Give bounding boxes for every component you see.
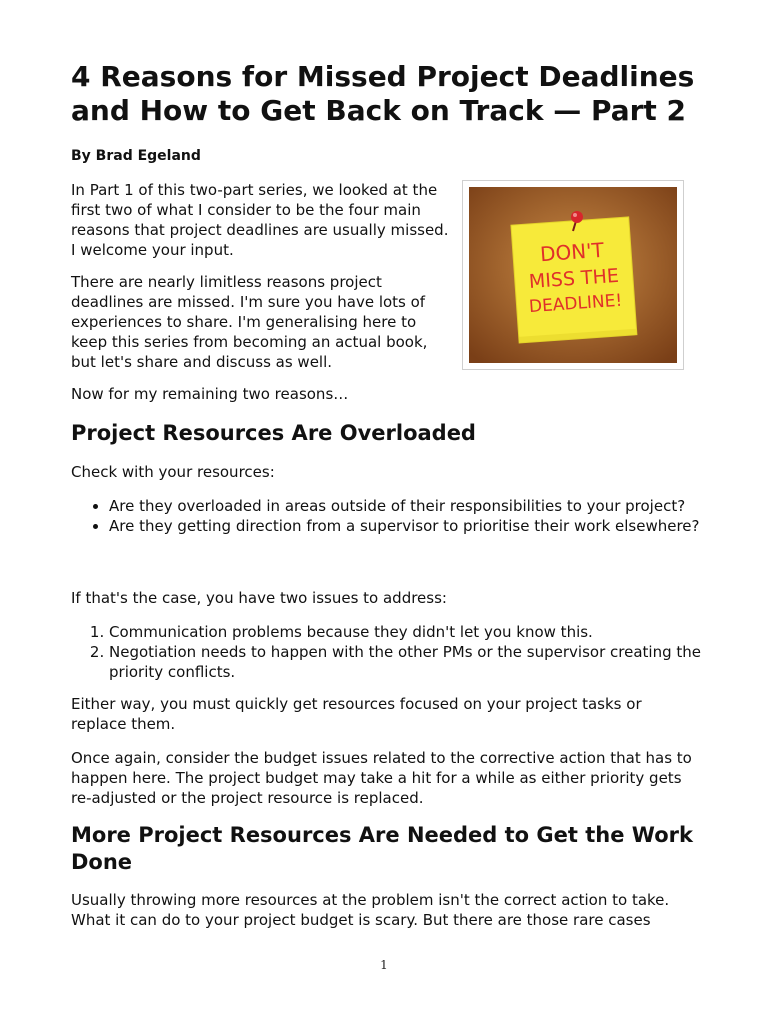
byline: By Brad Egeland xyxy=(71,148,201,164)
numbered-list xyxy=(71,622,739,682)
sticky-note xyxy=(511,217,637,343)
page-number: 1 xyxy=(380,958,388,972)
section-heading-overloaded: Project Resources Are Overloaded xyxy=(71,421,476,445)
note-line-1: DON'T xyxy=(539,237,605,267)
list-item: • Are they getting direction from a supervisor to prioritise their work elsewhere? xyxy=(109,516,739,536)
bullet-list xyxy=(71,496,739,536)
list-item: 1. Communication problems because they didn't let you know this. xyxy=(109,622,739,642)
intro-paragraph-2: There are nearly limitless reasons project deadlines are missed. I'm sure you have lots of experiences to share. I'm generalising here to keep this series from becoming an actual book, but let's share and discuss as well. xyxy=(71,273,428,371)
list-item: 2. Negotiation needs to happen with the other PMs or the supervisor creating the priority conflicts. xyxy=(109,642,739,682)
deadline-note-image xyxy=(462,180,684,370)
list-item: • Are they overloaded in areas outside of their responsibilities to your project? xyxy=(109,496,739,516)
intro-paragraph-3: Now for my remaining two reasons… xyxy=(71,385,349,403)
sticky-note-illustration xyxy=(463,181,683,369)
note-line-2: MISS THE xyxy=(528,264,620,294)
note-line-3: DEADLINE! xyxy=(528,290,623,318)
section1-issues-intro: If that's the case, you have two issues to address: xyxy=(71,589,447,607)
section1-budget-paragraph: Once again, consider the budget issues related to the corrective action that has to happen here. The project budget may take a hit for a while as either priority gets re-adjusted or the project resource is replaced. xyxy=(71,749,692,807)
section-heading-more-resources: More Project Resources Are Needed to Get the Work Done xyxy=(71,823,693,874)
intro-paragraph-1: In Part 1 of this two-part series, we looked at the first two of what I consider to be the four main reasons that project deadlines are usually missed. I welcome your input. xyxy=(71,181,449,259)
article-title: 4 Reasons for Missed Project Deadlines and How to Get Back on Track — Part 2 xyxy=(71,60,695,127)
section2-paragraph: Usually throwing more resources at the problem isn't the correct action to take. What it can do to your project budget is scary. But there are those rare cases xyxy=(71,891,670,929)
section1-lead: Check with your resources: xyxy=(71,463,275,481)
section1-either-paragraph: Either way, you must quickly get resources focused on your project tasks or replace them. xyxy=(71,695,642,733)
